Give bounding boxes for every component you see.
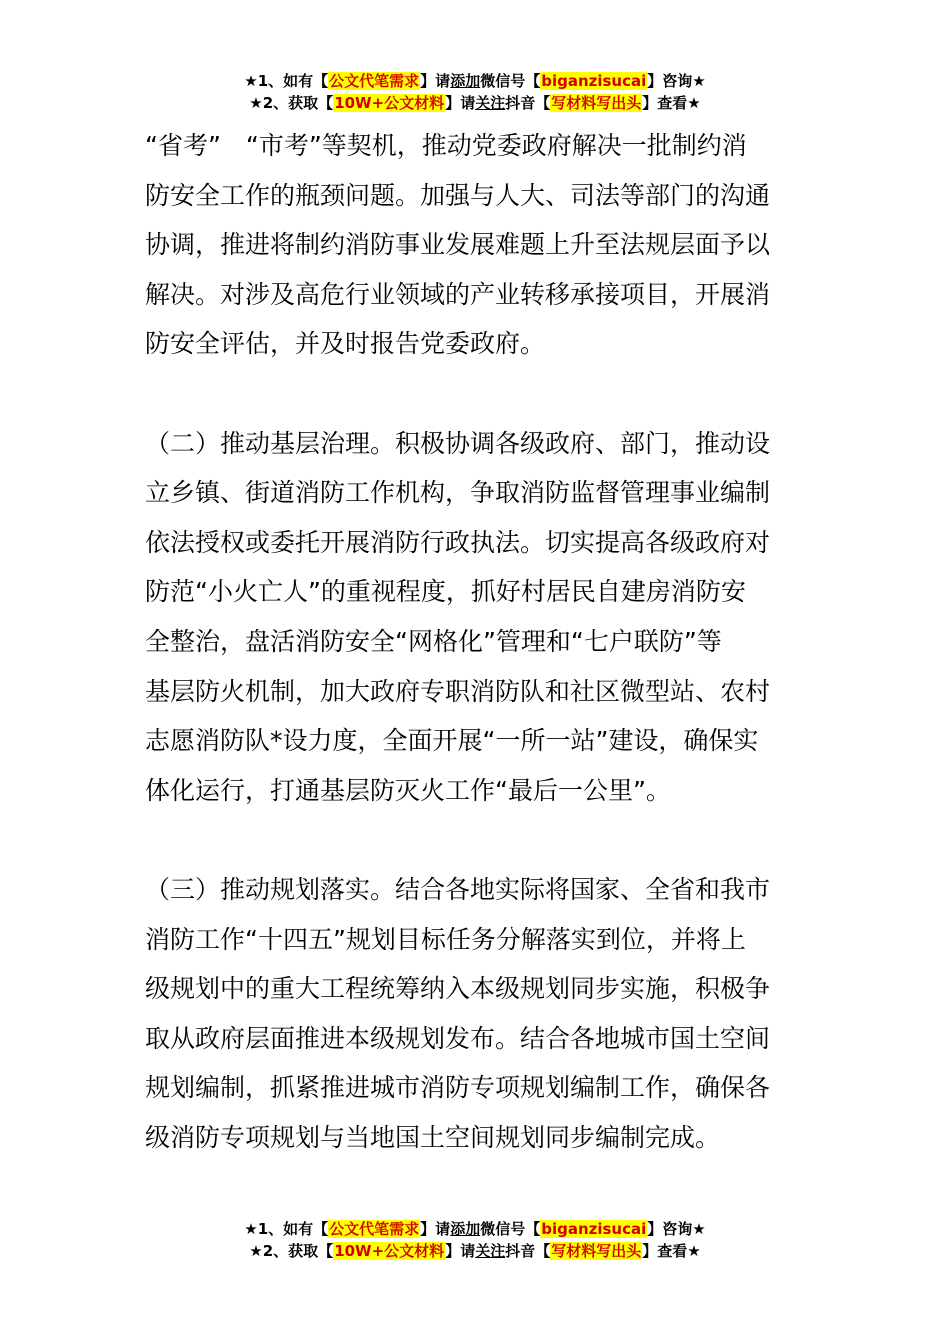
- text-line: 解决。对涉及高危行业领域的产业转移承接项目，开展消: [145, 279, 771, 309]
- footer-banner: [0, 1218, 950, 1262]
- banner-emphasis: 关注: [475, 94, 506, 112]
- banner-highlight: 10W+公文材料: [334, 1242, 445, 1260]
- paragraph-continuation: [145, 121, 809, 369]
- text-line: 依法授权或委托开展消防行政执法。切实提高各级政府对: [145, 527, 771, 557]
- wechat-id-highlight: biganzisucai: [541, 1220, 647, 1238]
- footer-banner-line-2: [0, 1240, 950, 1262]
- banner-text: 】请: [445, 94, 476, 112]
- text-line: 志愿消防队*设力度，全面开展“一所一站”建设，确保实: [145, 726, 759, 756]
- banner-text: 微信号【: [480, 72, 541, 90]
- text-line: 级消防专项规划与当地国土空间规划同步编制完成。: [145, 1122, 721, 1152]
- text-line: 体化运行，打通基层防灭火工作“最后一公里”。: [145, 775, 671, 805]
- text-line: 规划编制，抓紧推进城市消防专项规划编制工作，确保各: [145, 1073, 771, 1103]
- banner-text: ★1、如有【: [244, 72, 329, 90]
- banner-text: 】咨询★: [647, 72, 706, 90]
- header-banner-line-1: [0, 70, 950, 92]
- footer-banner-line-1: [0, 1218, 950, 1240]
- banner-text: 】请: [420, 72, 451, 90]
- text-line: 基层防火机制，加大政府专职消防队和社区微型站、农村: [145, 676, 771, 706]
- banner-text: 微信号【: [480, 1220, 541, 1238]
- douyin-account-highlight: 写材料写出头: [551, 1242, 642, 1260]
- text-line: 防安全评估，并及时报告党委政府。: [145, 329, 546, 359]
- banner-text: ★1、如有【: [244, 1220, 329, 1238]
- banner-text: ★2、获取【: [249, 1242, 334, 1260]
- banner-text: 】咨询★: [647, 1220, 706, 1238]
- banner-highlight: 10W+公文材料: [334, 94, 445, 112]
- banner-text: 抖音【: [505, 1242, 551, 1260]
- text-line: 防范“小火亡人”的重视程度，抓好村居民自建房消防安: [145, 577, 746, 607]
- header-banner-line-2: [0, 92, 950, 114]
- text-line: 协调，推进将制约消防事业发展难题上升至法规层面予以: [145, 230, 771, 260]
- text-line: 全整治，盘活消防安全“网格化”管理和“七户联防”等: [145, 626, 722, 656]
- text-line: （三）推动规划落实。结合各地实际将国家、全省和我市: [145, 874, 771, 904]
- text-line: 取从政府层面推进本级规划发布。结合各地城市国土空间: [145, 1023, 771, 1053]
- banner-text: ★2、获取【: [249, 94, 334, 112]
- banner-emphasis: 添加: [450, 1220, 481, 1238]
- banner-text: 】请: [420, 1220, 451, 1238]
- banner-emphasis: 添加: [450, 72, 481, 90]
- banner-text: 】查看★: [642, 1242, 701, 1260]
- text-line: （二）推动基层治理。积极协调各级政府、部门，推动设: [145, 428, 771, 458]
- wechat-id-highlight: biganzisucai: [541, 72, 647, 90]
- paragraph-grassroots-governance: [145, 419, 809, 816]
- banner-text: 】请: [445, 1242, 476, 1260]
- text-line: 级规划中的重大工程统筹纳入本级规划同步实施，积极争: [145, 974, 771, 1004]
- banner-emphasis: 关注: [475, 1242, 506, 1260]
- banner-text: 】查看★: [642, 94, 701, 112]
- text-line: “省考” “市考”等契机，推动党委政府解决一批制约消: [145, 131, 747, 160]
- document-body: [145, 121, 809, 1162]
- text-line: 立乡镇、街道消防工作机构，争取消防监督管理事业编制: [145, 478, 771, 508]
- text-line: 防安全工作的瓶颈问题。加强与人大、司法等部门的沟通: [145, 180, 771, 210]
- banner-text: 抖音【: [505, 94, 551, 112]
- header-banner: [0, 70, 950, 114]
- douyin-account-highlight: 写材料写出头: [551, 94, 642, 112]
- banner-highlight: 公文代笔需求: [329, 72, 420, 90]
- banner-highlight: 公文代笔需求: [329, 1220, 420, 1238]
- text-line: 消防工作“十四五”规划目标任务分解落实到位，并将上: [145, 924, 746, 954]
- paragraph-planning-implementation: [145, 865, 809, 1163]
